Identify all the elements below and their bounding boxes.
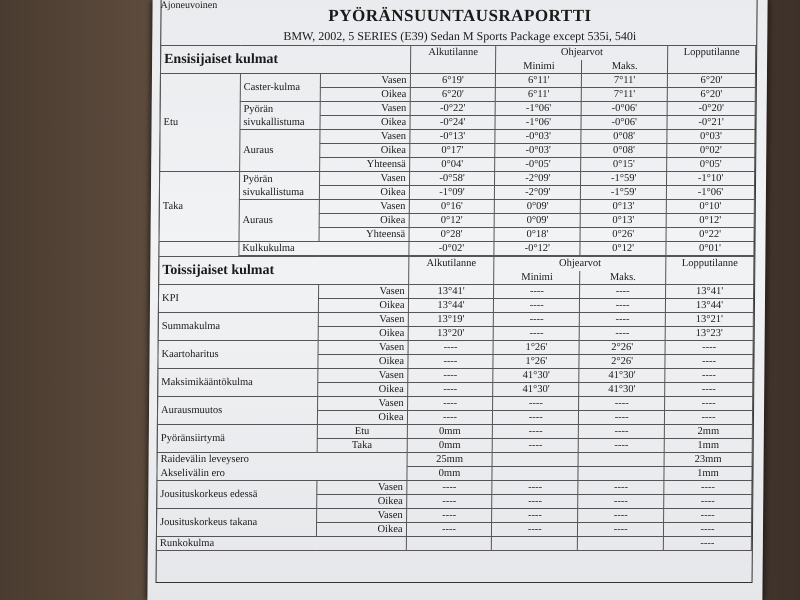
value-maks: ---- <box>578 495 664 509</box>
value-maks: 0°08' <box>581 130 667 144</box>
value-loppu: ---- <box>665 355 753 369</box>
value-maks: ---- <box>579 425 665 439</box>
value-loppu: ---- <box>664 481 752 495</box>
value-maks: ---- <box>578 523 664 537</box>
label-vasen: Vasen <box>319 200 409 214</box>
value-loppu: 6°20' <box>667 74 755 88</box>
value-min: ---- <box>493 397 579 411</box>
value-alku: ---- <box>406 495 492 509</box>
top-text: Ajoneuvoinen <box>160 0 218 11</box>
table-row <box>157 425 752 439</box>
value-maks: 0°26' <box>580 228 666 242</box>
label-taka: Taka <box>317 439 407 453</box>
value-loppu: 13°44' <box>665 299 753 313</box>
col-minimi: Minimi <box>494 271 580 285</box>
value-min: ---- <box>494 313 580 327</box>
value-loppu: -0°21' <box>667 116 755 130</box>
label-taka: Taka <box>159 172 239 242</box>
value-min: -0°05' <box>495 158 581 172</box>
value-loppu: -1°10' <box>667 172 755 186</box>
value-maks: ---- <box>579 327 665 341</box>
value-maks <box>578 537 664 551</box>
value-min <box>492 453 578 467</box>
label-oikea: Oikea <box>317 411 407 425</box>
label-oikea: Oikea <box>318 299 408 313</box>
label-pyoran: Pyörän <box>243 103 274 115</box>
value-maks: ---- <box>578 481 664 495</box>
label-jousitus-takana: Jousituskorkeus takana <box>156 509 316 537</box>
value-maks: ---- <box>578 509 664 523</box>
value-alku: ---- <box>407 369 493 383</box>
value-alku: -0°24' <box>410 116 496 130</box>
value-alku: 13°44' <box>408 299 494 313</box>
value-alku: 0°28' <box>409 228 495 242</box>
value-min: ---- <box>493 411 579 425</box>
value-alku: 0mm <box>407 439 493 453</box>
value-loppu: 13°23' <box>665 327 753 341</box>
value-min: 0°09' <box>495 214 581 228</box>
primary-angles-table <box>158 45 756 256</box>
value-alku: 13°19' <box>408 313 494 327</box>
value-alku: 6°20' <box>410 88 496 102</box>
table-row <box>158 369 753 383</box>
col-maks: Maks. <box>582 60 668 74</box>
value-min: ---- <box>493 425 579 439</box>
col-alkutilanne: Alkutilanne <box>408 257 494 285</box>
value-loppu: ---- <box>665 341 753 355</box>
value-maks: ---- <box>580 285 666 299</box>
label-vasen: Vasen <box>317 397 407 411</box>
label-oikea: Oikea <box>316 495 406 509</box>
value-loppu: -1°06' <box>666 186 754 200</box>
section-primary: Ensisijaiset kulmat <box>160 46 410 74</box>
value-loppu: 0°02' <box>667 144 755 158</box>
report-paper <box>147 0 767 600</box>
value-maks: ---- <box>580 299 666 313</box>
label-vasen: Vasen <box>318 313 408 327</box>
value-loppu: 23mm <box>664 453 752 467</box>
label-oikea: Oikea <box>320 88 410 102</box>
value-min: -0°12' <box>494 242 580 256</box>
table-row <box>158 397 753 411</box>
label-sivukallistuma: sivukallistuma <box>243 116 305 128</box>
table-row <box>157 509 752 523</box>
value-min: 1°26' <box>493 355 579 369</box>
value-alku: ---- <box>407 383 493 397</box>
label-kaartoharitus: Kaartoharitus <box>158 341 318 369</box>
label-kulkukulma: Kulkukulma <box>239 242 409 256</box>
value-maks: ---- <box>578 439 664 453</box>
label-oikea: Oikea <box>317 383 407 397</box>
value-min: -0°03' <box>495 144 581 158</box>
label-vasen: Vasen <box>320 74 410 88</box>
value-alku: ---- <box>407 355 493 369</box>
value-loppu: ---- <box>664 509 752 523</box>
label-oikea: Oikea <box>316 523 406 537</box>
value-alku: ---- <box>406 523 492 537</box>
value-alku: ---- <box>408 341 494 355</box>
label-caster: Caster-kulma <box>240 74 320 102</box>
value-min: ---- <box>494 299 580 313</box>
label-auraus: Auraus <box>239 200 319 242</box>
label-vasen: Vasen <box>318 369 408 383</box>
value-min: ---- <box>494 327 580 341</box>
value-alku: 25mm <box>407 453 493 467</box>
value-min: -2°09' <box>495 186 581 200</box>
value-loppu: 0°12' <box>666 214 754 228</box>
table-row <box>158 313 753 327</box>
table-row <box>157 453 752 467</box>
label-oikea: Oikea <box>319 186 409 200</box>
value-alku: 0°17' <box>409 144 495 158</box>
value-loppu: 0°05' <box>667 158 755 172</box>
label-oikea: Oikea <box>319 144 409 158</box>
table-row <box>159 285 754 299</box>
label-raidevalin-leveysero: Raidevälin leveysero <box>157 453 407 467</box>
value-maks: 0°12' <box>580 242 666 256</box>
value-loppu: 0°10' <box>666 200 754 214</box>
value-min: ---- <box>492 481 578 495</box>
value-alku: -0°02' <box>408 242 494 256</box>
value-alku: ---- <box>406 509 492 523</box>
label-vasen: Vasen <box>318 285 408 299</box>
col-minimi: Minimi <box>496 60 582 74</box>
value-alku: 0°16' <box>409 200 495 214</box>
value-min: ---- <box>493 439 579 453</box>
value-loppu: 1mm <box>664 467 752 481</box>
value-maks: -1°59' <box>581 172 667 186</box>
empty-cell <box>159 242 239 256</box>
value-min: ---- <box>494 285 580 299</box>
value-alku: ---- <box>407 411 493 425</box>
value-alku: -1°09' <box>409 186 495 200</box>
value-min: ---- <box>492 495 578 509</box>
value-alku: 13°20' <box>408 327 494 341</box>
value-maks: 0°13' <box>580 214 666 228</box>
value-min: 0°18' <box>494 228 580 242</box>
value-min: 0°09' <box>495 200 581 214</box>
col-lopputilanne: Lopputilanne <box>666 257 754 285</box>
label-auraus: Auraus <box>239 130 319 172</box>
value-maks: 41°30' <box>579 383 665 397</box>
value-maks: 0°13' <box>581 200 667 214</box>
value-loppu: 0°22' <box>666 228 754 242</box>
value-alku: 13°41' <box>408 285 494 299</box>
label-vasen: Vasen <box>316 509 406 523</box>
value-maks: 0°08' <box>581 144 667 158</box>
value-alku: ---- <box>407 397 493 411</box>
value-alku: 6°19' <box>410 74 496 88</box>
value-alku: -0°58' <box>409 172 495 186</box>
value-maks: -0°06' <box>581 102 667 116</box>
label-vasen: Vasen <box>319 172 409 186</box>
value-min <box>492 467 578 481</box>
value-maks: 41°30' <box>579 369 665 383</box>
col-ohjearvot: Ohjearvot <box>496 46 668 60</box>
label-akselivalin-ero: Akselivälin ero <box>157 467 407 481</box>
label-oikea: Oikea <box>318 327 408 341</box>
value-min: -1°06' <box>495 116 581 130</box>
value-loppu: 13°21' <box>665 313 753 327</box>
col-lopputilanne: Lopputilanne <box>668 46 756 74</box>
table-row <box>158 341 753 355</box>
label-maksimikaantokulma: Maksimikääntökulma <box>158 369 318 397</box>
label-pyoran-sivukallistuma <box>240 102 320 130</box>
value-loppu: 1mm <box>664 439 752 453</box>
value-min: ---- <box>492 523 578 537</box>
secondary-angles-table <box>156 256 755 551</box>
value-min: 6°11' <box>496 74 582 88</box>
table-row <box>160 130 755 144</box>
value-loppu: ---- <box>664 495 752 509</box>
value-alku: -0°22' <box>410 102 496 116</box>
value-alku: 0mm <box>406 467 492 481</box>
value-min: 1°26' <box>493 341 579 355</box>
value-maks: 7°11' <box>581 88 667 102</box>
value-min: -0°03' <box>495 130 581 144</box>
col-ohjearvot: Ohjearvot <box>494 257 666 271</box>
value-loppu: ---- <box>663 523 751 537</box>
col-alkutilanne: Alkutilanne <box>410 46 496 74</box>
value-alku: 0°12' <box>409 214 495 228</box>
label-vasen: Vasen <box>318 341 408 355</box>
table-row <box>160 102 755 116</box>
label-yhteensa: Yhteensä <box>319 228 409 242</box>
value-loppu: 0°03' <box>667 130 755 144</box>
value-loppu: 6°20' <box>667 88 755 102</box>
value-maks <box>578 467 664 481</box>
value-loppu: ---- <box>665 397 753 411</box>
value-maks: ---- <box>579 397 665 411</box>
label-kpi: KPI <box>158 285 318 313</box>
label-vasen: Vasen <box>320 102 410 116</box>
value-alku: 0°04' <box>409 158 495 172</box>
value-loppu: 2mm <box>664 425 752 439</box>
value-maks <box>578 453 664 467</box>
label-vasen: Vasen <box>320 130 410 144</box>
value-maks: 2°26' <box>579 341 665 355</box>
value-loppu: ---- <box>665 383 753 397</box>
label-etu: Etu <box>317 425 407 439</box>
label-yhteensa: Yhteensä <box>319 158 409 172</box>
value-maks: -0°06' <box>581 116 667 130</box>
table-row <box>159 242 754 256</box>
col-maks: Maks. <box>580 271 666 285</box>
value-alku: ---- <box>406 481 492 495</box>
value-maks: ---- <box>580 313 666 327</box>
table-row <box>156 537 751 551</box>
value-min: -2°09' <box>495 172 581 186</box>
value-loppu: 13°41' <box>666 285 754 299</box>
value-maks: 2°26' <box>579 355 665 369</box>
value-loppu: 0°01' <box>666 242 754 256</box>
table-row <box>157 467 752 481</box>
label-oikea: Oikea <box>320 116 410 130</box>
report-title: PYÖRÄNSUUNTAUSRAPORTTI <box>328 6 592 25</box>
value-alku: 0mm <box>407 425 493 439</box>
label-jousitus-edessa: Jousituskorkeus edessä <box>157 481 317 509</box>
label-oikea: Oikea <box>319 214 409 228</box>
value-min: ---- <box>492 509 578 523</box>
label-sivukallistuma: sivukallistuma <box>242 186 305 198</box>
value-min: -1°06' <box>496 102 582 116</box>
value-alku: -0°13' <box>409 130 495 144</box>
table-row <box>159 172 754 186</box>
label-pyoran: Pyörän <box>242 173 273 185</box>
value-loppu: ---- <box>663 537 751 551</box>
value-loppu: ---- <box>665 369 753 383</box>
label-aurausmuutos: Aurausmuutos <box>157 397 317 425</box>
label-pyoransiirtyma: Pyöränsiirtymä <box>157 425 317 453</box>
label-summakulma: Summakulma <box>158 313 318 341</box>
label-etu: Etu <box>160 74 241 172</box>
value-loppu: ---- <box>664 411 752 425</box>
table-row <box>157 481 752 495</box>
table-row <box>160 74 755 88</box>
value-min: 41°30' <box>493 369 579 383</box>
value-min: 41°30' <box>493 383 579 397</box>
value-min <box>492 537 578 551</box>
value-loppu: -0°20' <box>667 102 755 116</box>
value-alku <box>406 537 492 551</box>
vehicle-subtitle: BMW, 2002, 5 SERIES (E39) Sedan M Sports Package except 535i, 540i <box>283 29 637 43</box>
label-oikea: Oikea <box>318 355 408 369</box>
value-maks: 0°15' <box>581 158 667 172</box>
section-secondary: Toissijaiset kulmat <box>159 257 409 285</box>
label-runkokulma: Runkokulma <box>156 537 406 551</box>
value-maks: ---- <box>579 411 665 425</box>
table-row <box>159 200 754 214</box>
value-maks: -1°59' <box>581 186 667 200</box>
label-vasen: Vasen <box>317 481 407 495</box>
value-min: 6°11' <box>496 88 582 102</box>
label-pyoran-sivukallistuma <box>239 172 319 200</box>
value-maks: 7°11' <box>582 74 668 88</box>
